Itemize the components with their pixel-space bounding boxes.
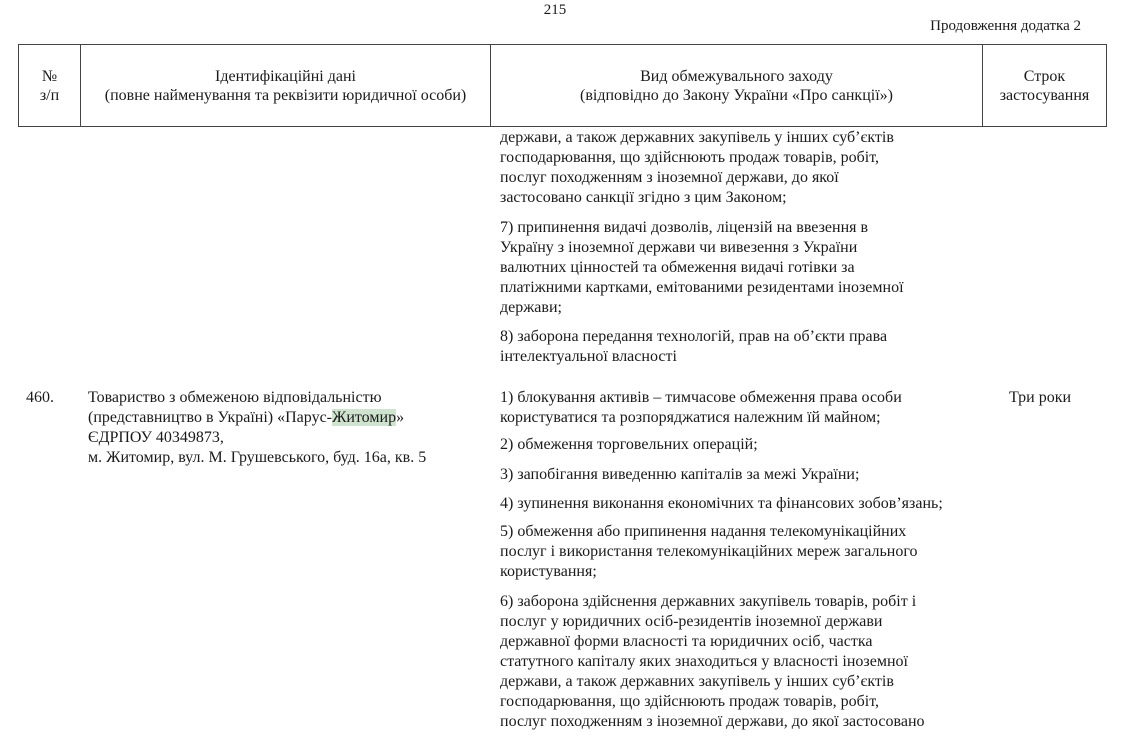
measure-line: послуг походженням з іноземної держави, до якої застосовано <box>500 713 925 730</box>
identification-line: ЄДРПОУ 40349873, <box>88 429 224 446</box>
measure-line: 5) обмеження або припинення надання телекомунікаційних <box>500 523 907 540</box>
measure-line: платіжними картками, емітованими резидентами іноземної <box>500 279 904 296</box>
measure-line: держави, а також державних закупівель у інших суб’єктів <box>500 129 894 146</box>
measure-line: 4) зупинення виконання економічних та фінансових зобов’язань; <box>500 495 943 512</box>
sanctions-table-header <box>18 44 1107 127</box>
measure-line: господарювання, що здійснюють продаж товарів, робіт, <box>500 149 880 166</box>
header-number-line: з/п <box>39 86 60 104</box>
measure-line: користуватися та розпоряджатися належним їй майном; <box>500 409 881 426</box>
header-identification-line: Ідентифікаційні дані <box>215 67 356 85</box>
header-term-line: Строк <box>1023 67 1066 85</box>
identification-text: (представництво в Україні) «Парус- <box>88 409 332 426</box>
header-term <box>983 45 1107 127</box>
header-measure-line: Вид обмежувального заходу <box>640 67 833 85</box>
measure-line: 1) блокування активів – тимчасове обмеження права особи <box>500 389 902 406</box>
header-identification <box>81 45 491 127</box>
continued-measure <box>500 128 894 208</box>
identification-line: Товариство з обмеженою відповідальністю <box>88 389 382 406</box>
measure-line: валютних цінностей та обмеження видачі готівки за <box>500 259 855 276</box>
highlighted-text: Житомир <box>332 409 397 426</box>
measure-item <box>500 388 902 428</box>
identification-text: » <box>396 409 405 426</box>
measure-line: держави; <box>500 299 562 316</box>
measure-line: господарювання, що здійснюють продаж товарів, робіт, <box>500 693 880 710</box>
identification-line: м. Житомир, вул. М. Грушевського, буд. 16а, кв. 5 <box>88 449 427 466</box>
measure-item <box>500 592 925 732</box>
measure-item <box>500 522 917 582</box>
measure-line: Україну з іноземної держави чи вивезення з України <box>500 239 858 256</box>
measure-line: 8) заборона передання технологій, прав на об’єкти права <box>500 328 888 345</box>
continued-measure <box>500 327 887 367</box>
header-measure-type <box>491 45 983 127</box>
measure-line: 6) заборона здійснення державних закупівель товарів, робіт і <box>500 593 917 610</box>
measure-line: застосовано санкції згідно з цим Законом; <box>500 189 787 206</box>
continued-measure <box>500 218 904 318</box>
measure-line: послуг походженням з іноземної держави, до якої <box>500 169 839 186</box>
header-number-line: № <box>41 67 58 85</box>
measure-item <box>500 465 859 485</box>
measure-item <box>500 494 943 514</box>
measure-line: користування; <box>500 563 597 580</box>
header-term-line: застосування <box>999 86 1090 104</box>
entry-identification <box>88 388 426 468</box>
header-measure-line: (відповідно до Закону України «Про санкції») <box>580 86 893 104</box>
measure-item <box>500 435 758 455</box>
page-number: 215 <box>543 2 567 18</box>
measure-line: 2) обмеження торговельних операцій; <box>500 436 758 453</box>
identification-line <box>88 408 426 428</box>
entry-term: Три роки <box>1009 389 1072 406</box>
measure-line: послуг і використання телекомунікаційних мереж загального <box>500 543 918 560</box>
header-identification-line: (повне найменування та реквізити юридичної особи) <box>104 86 467 104</box>
measure-line: 7) припинення видачі дозволів, ліцензій на ввезення в <box>500 219 869 236</box>
measure-line: 3) запобігання виведенню капіталів за межі України; <box>500 466 860 483</box>
header-number <box>19 45 81 127</box>
continuation-label: Продовження додатка 2 <box>930 18 1081 34</box>
measure-line: статутного капіталу яких знаходиться у власності іноземної <box>500 653 908 670</box>
measure-line: послуг у юридичних осіб-резидентів іноземної держави <box>500 613 883 630</box>
entry-number: 460. <box>26 389 54 406</box>
measure-line: держави, а також державних закупівель у інших суб’єктів <box>500 673 894 690</box>
measure-line: державної форми власності та юридичних осіб, частка <box>500 633 873 650</box>
measure-line: інтелектуальної власності <box>500 348 677 365</box>
